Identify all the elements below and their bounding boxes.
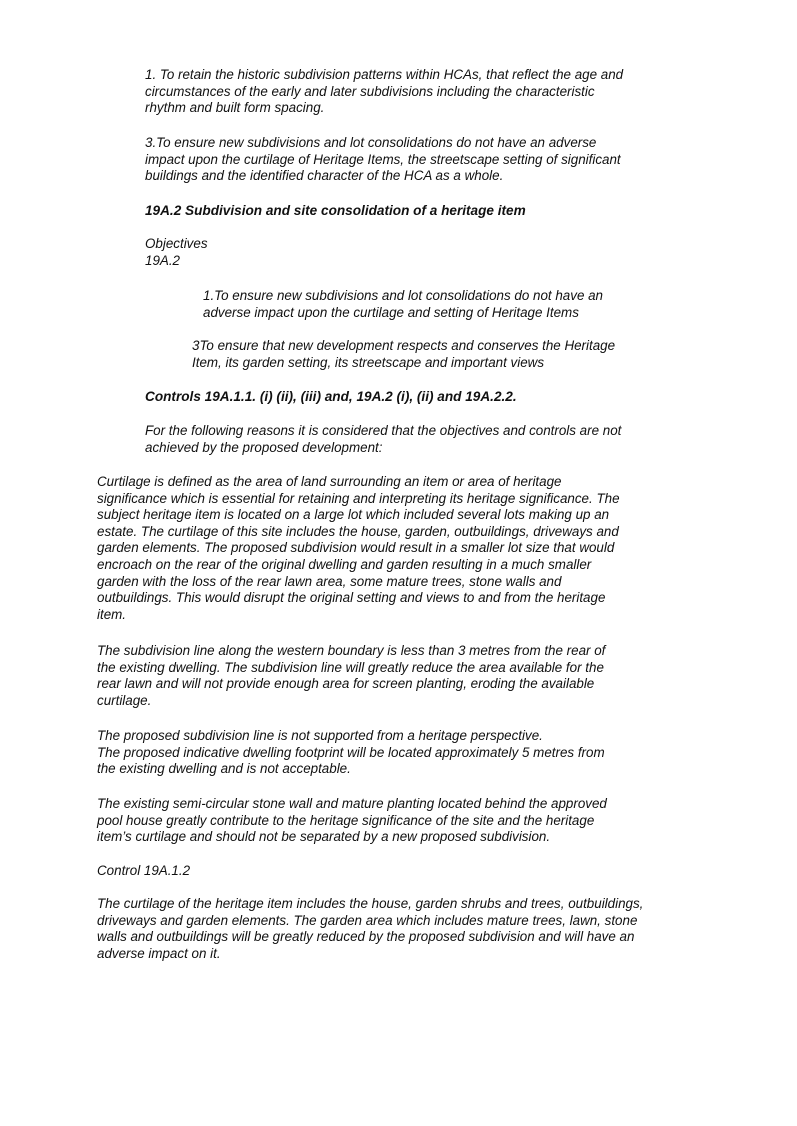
text-line: buildings and the identified character of the HCA as a whole. xyxy=(145,168,504,184)
text-line: estate. The curtilage of this site includes the house, garden, outbuildings, driveways and xyxy=(97,523,619,539)
heading-text: Controls 19A.1.1. (i) (ii), (iii) and, 19A.2 (i), (ii) and 19A.2.2. xyxy=(145,389,517,404)
text-line: item. xyxy=(97,606,127,622)
text-line: achieved by the proposed development: xyxy=(145,439,383,455)
text-line: Item, its garden setting, its streetscape and important views xyxy=(192,354,545,370)
text-line: curtilage. xyxy=(97,692,152,708)
reason-subdivision-line-paragraph xyxy=(97,643,605,709)
text-line: The curtilage of the heritage item includes the house, garden shrubs and trees, outbuildings, xyxy=(97,896,644,911)
text-line: adverse impact on it. xyxy=(97,945,221,961)
objectives-number: 19A.2 xyxy=(145,252,180,268)
text-line: The subdivision line along the western boundary is less than 3 metres from the rear of xyxy=(97,643,606,658)
text-line: pool house greatly contribute to the heritage significance of the site and the heritage xyxy=(97,812,595,828)
hca-objective-3 xyxy=(145,135,621,185)
hca-objective-1 xyxy=(145,67,623,117)
section-heading-19a2 xyxy=(145,203,526,220)
heritage-objective-1 xyxy=(203,288,603,321)
text-line: the existing dwelling and is not acceptable. xyxy=(97,761,351,777)
controls-heading xyxy=(145,389,517,406)
objectives-label-block xyxy=(145,236,208,269)
text-line: 3To ensure that new development respects and conserves the Heritage xyxy=(192,338,616,353)
control-label: Control 19A.1.2 xyxy=(97,863,191,878)
text-line: 1.To ensure new subdivisions and lot consolidations do not have an xyxy=(203,288,604,303)
text-line: driveways and garden elements. The garden area which includes mature trees, lawn, stone xyxy=(97,912,638,928)
text-line: subject heritage item is located on a large lot which included several lots making up an xyxy=(97,507,610,523)
reason-not-supported-paragraph xyxy=(97,728,605,778)
text-line: adverse impact upon the curtilage and setting of Heritage Items xyxy=(203,304,579,320)
text-line: rhythm and built form spacing. xyxy=(145,100,325,116)
text-line: impact upon the curtilage of Heritage Items, the streetscape setting of significant xyxy=(145,151,621,167)
text-line: Curtilage is defined as the area of land surrounding an item or area of heritage xyxy=(97,474,562,489)
controls-intro xyxy=(145,423,621,456)
control-19a12-label-block xyxy=(97,863,190,880)
text-line: walls and outbuildings will be greatly reduced by the proposed subdivision and will have an xyxy=(97,929,635,945)
text-line: item’s curtilage and should not be separated by a new proposed subdivision. xyxy=(97,829,551,845)
objectives-label: Objectives xyxy=(145,236,208,251)
text-line: rear lawn and will not provide enough area for screen planting, eroding the available xyxy=(97,676,595,692)
text-line: The proposed subdivision line is not supported from a heritage perspective. xyxy=(97,728,543,743)
control-19a12-paragraph xyxy=(97,896,643,962)
text-line: The existing semi-circular stone wall and mature planting located behind the approved xyxy=(97,796,607,811)
text-line: encroach on the rear of the original dwelling and garden resulting in a much smaller xyxy=(97,556,592,572)
text-line: garden elements. The proposed subdivision would result in a smaller lot size that would xyxy=(97,540,615,556)
text-line: garden with the loss of the rear lawn area, some mature trees, stone walls and xyxy=(97,573,562,589)
text-line: 3.To ensure new subdivisions and lot consolidations do not have an adverse xyxy=(145,135,597,150)
text-line: significance which is essential for retaining and interpreting its heritage significance. The xyxy=(97,490,620,506)
text-line: 1. To retain the historic subdivision patterns within HCAs, that reflect the age and xyxy=(145,67,624,82)
text-line: the existing dwelling. The subdivision line will greatly reduce the area available for the xyxy=(97,659,604,675)
text-line: The proposed indicative dwelling footprint will be located approximately 5 metres from xyxy=(97,744,605,760)
text-line: outbuildings. This would disrupt the original setting and views to and from the heritage xyxy=(97,590,606,606)
reason-stone-wall-paragraph xyxy=(97,796,607,846)
heritage-objective-3 xyxy=(192,338,615,371)
heading-text: 19A.2 Subdivision and site consolidation of a heritage item xyxy=(145,203,526,218)
reason-curtilage-paragraph xyxy=(97,474,620,623)
text-line: circumstances of the early and later subdivisions including the characteristic xyxy=(145,83,595,99)
text-line: For the following reasons it is considered that the objectives and controls are not xyxy=(145,423,622,438)
